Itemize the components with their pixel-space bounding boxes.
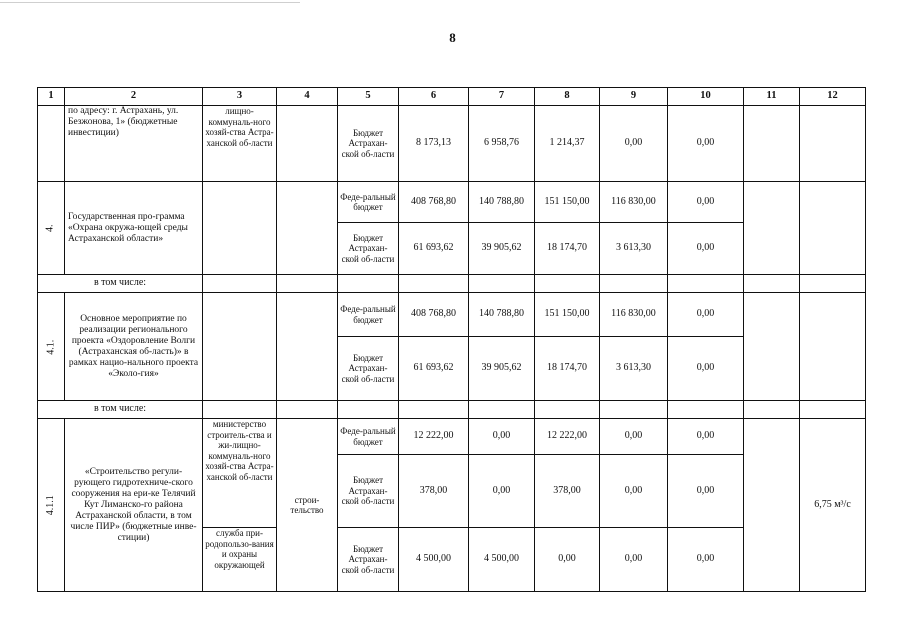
cell-total: 408 768,80 <box>399 182 469 223</box>
cell-year-4: 0,00 <box>668 528 744 592</box>
section-row <box>38 275 866 293</box>
cell-year-2: 151 150,00 <box>535 293 600 337</box>
row-number: 4.1. <box>38 293 65 401</box>
funding-source: Феде-ральный бюджет <box>338 419 399 455</box>
cell-year-1: 4 500,00 <box>469 528 535 592</box>
cell-year-3: 0,00 <box>600 528 668 592</box>
scan-artifact-line <box>0 2 300 3</box>
cell-col-11 <box>744 419 800 592</box>
col-header-7: 7 <box>469 88 535 106</box>
cell-year-4: 0,00 <box>668 419 744 455</box>
cell-year-2: 12 222,00 <box>535 419 600 455</box>
executor: служба при-родопользо-вания и охраны окружающей <box>203 528 277 592</box>
funding-source: Феде-ральный бюджет <box>338 293 399 337</box>
cell-year-4: 0,00 <box>668 337 744 401</box>
table-row <box>38 293 866 337</box>
col-header-6: 6 <box>399 88 469 106</box>
work-type <box>277 182 338 275</box>
col-header-9: 9 <box>600 88 668 106</box>
cell-year-1: 0,00 <box>469 419 535 455</box>
cell-year-3: 0,00 <box>600 106 668 182</box>
funding-source: Бюджет Астрахан-ской об-ласти <box>338 106 399 182</box>
table-row <box>38 106 866 182</box>
section-row <box>38 401 866 419</box>
cell-year-4: 0,00 <box>668 223 744 275</box>
executor <box>203 182 277 275</box>
result-indicator: 6,75 м³/с <box>800 419 866 592</box>
funding-source: Бюджет Астрахан-ской об-ласти <box>338 528 399 592</box>
col-header-1: 1 <box>38 88 65 106</box>
col-header-2: 2 <box>65 88 203 106</box>
cell-total: 4 500,00 <box>399 528 469 592</box>
row-number: 4. <box>38 182 65 275</box>
cell-total: 408 768,80 <box>399 293 469 337</box>
section-label: в том числе: <box>38 275 203 293</box>
cell-year-2: 378,00 <box>535 455 600 528</box>
column-number-row <box>38 88 866 106</box>
cell-year-1: 0,00 <box>469 455 535 528</box>
cell-total: 378,00 <box>399 455 469 528</box>
cell-year-4: 0,00 <box>668 293 744 337</box>
work-type <box>277 293 338 401</box>
work-type: строи-тельство <box>277 419 338 592</box>
col-header-12: 12 <box>800 88 866 106</box>
page-number: 8 <box>449 30 456 45</box>
measure-description: по адресу: г. Астрахань, ул. Безжонова, 1» (бюджетные инвестиции) <box>65 106 203 182</box>
cell-total: 12 222,00 <box>399 419 469 455</box>
col-header-4: 4 <box>277 88 338 106</box>
budget-table <box>37 87 866 592</box>
section-label: в том числе: <box>38 401 203 419</box>
cell-col-11 <box>744 293 800 401</box>
cell-total: 8 173,13 <box>399 106 469 182</box>
cell-year-2: 18 174,70 <box>535 223 600 275</box>
cell-year-2: 0,00 <box>535 528 600 592</box>
cell-year-2: 1 214,37 <box>535 106 600 182</box>
col-header-11: 11 <box>744 88 800 106</box>
executor <box>203 293 277 401</box>
cell-col-11 <box>744 106 800 182</box>
cell-year-1: 39 905,62 <box>469 337 535 401</box>
measure-description: «Строительство регули-рующего гидротехниче-ского сооружения на ери-ке Телячий Кут Лиманско-го района Астраханской области, в том числе ПИР» (бюджетные инве-стиции) <box>65 419 203 592</box>
cell-total: 61 693,62 <box>399 223 469 275</box>
measure-description: Государственная про-грамма «Охрана окружа-ющей среды Астраханской области» <box>65 182 203 275</box>
funding-source: Бюджет Астрахан-ской об-ласти <box>338 223 399 275</box>
cell-year-3: 3 613,30 <box>600 223 668 275</box>
row-number <box>38 106 65 182</box>
funding-source: Бюджет Астрахан-ской об-ласти <box>338 337 399 401</box>
cell-year-3: 3 613,30 <box>600 337 668 401</box>
cell-year-1: 39 905,62 <box>469 223 535 275</box>
cell-year-1: 6 958,76 <box>469 106 535 182</box>
row-number: 4.1.1 <box>38 419 65 592</box>
cell-year-4: 0,00 <box>668 106 744 182</box>
col-header-5: 5 <box>338 88 399 106</box>
cell-year-3: 116 830,00 <box>600 182 668 223</box>
cell-year-4: 0,00 <box>668 455 744 528</box>
cell-col-12 <box>800 106 866 182</box>
cell-year-1: 140 788,80 <box>469 293 535 337</box>
cell-total: 61 693,62 <box>399 337 469 401</box>
cell-year-2: 18 174,70 <box>535 337 600 401</box>
executor: министерство строитель-ства и жи-лищно-коммуналь-ного хозяй-ства Астра-ханской об-ласти <box>203 419 277 528</box>
executor: лищно-коммуналь-ного хозяй-ства Астра-ханской об-ласти <box>203 106 277 182</box>
cell-year-4: 0,00 <box>668 182 744 223</box>
table-row <box>38 182 866 223</box>
funding-source: Феде-ральный бюджет <box>338 182 399 223</box>
col-header-10: 10 <box>668 88 744 106</box>
cell-year-3: 0,00 <box>600 455 668 528</box>
table-row <box>38 419 866 455</box>
cell-col-12 <box>800 182 866 275</box>
measure-description: Основное мероприятие по реализации регионального проекта «Оздоровление Волги (Астраханская об-ласть)» в рамках нацио-нального проекта «Эколо-гия» <box>65 293 203 401</box>
work-type <box>277 106 338 182</box>
col-header-8: 8 <box>535 88 600 106</box>
col-header-3: 3 <box>203 88 277 106</box>
cell-year-3: 0,00 <box>600 419 668 455</box>
cell-col-12 <box>800 293 866 401</box>
funding-source: Бюджет Астрахан-ской об-ласти <box>338 455 399 528</box>
cell-year-3: 116 830,00 <box>600 293 668 337</box>
cell-year-2: 151 150,00 <box>535 182 600 223</box>
cell-year-1: 140 788,80 <box>469 182 535 223</box>
cell-col-11 <box>744 182 800 275</box>
